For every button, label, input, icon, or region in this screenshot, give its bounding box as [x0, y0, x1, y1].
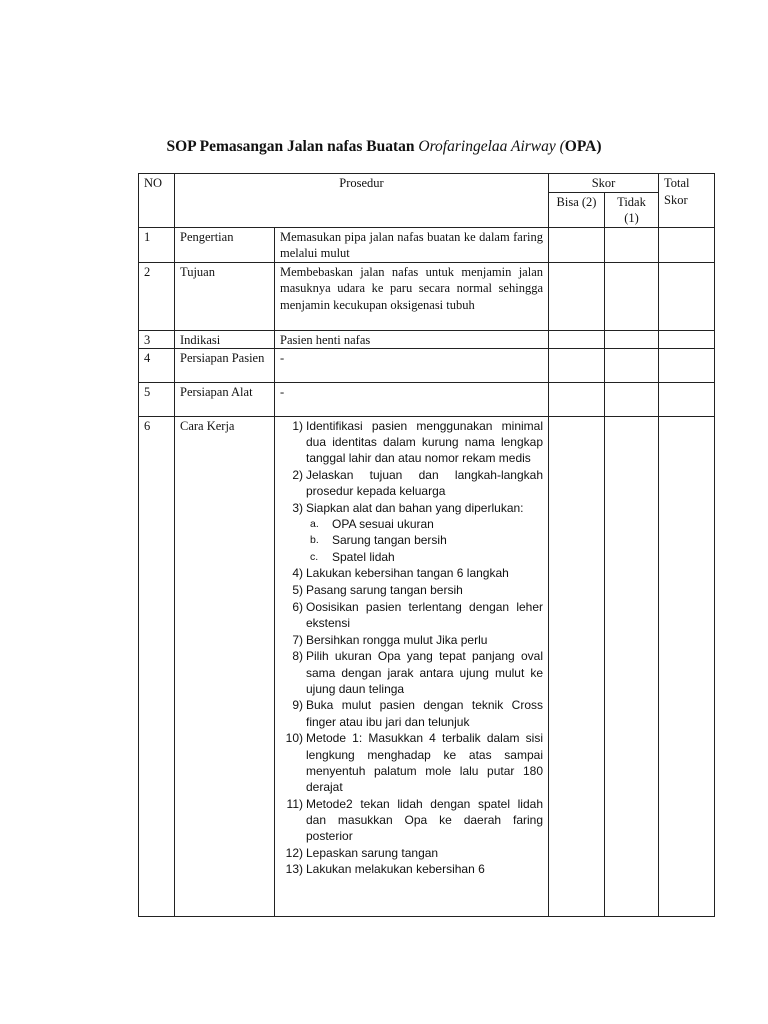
score-tidak-cell[interactable] [605, 330, 659, 349]
sub-text: Spatel lidah [332, 549, 395, 564]
step-number: 12) [285, 845, 303, 860]
step-text: Metode2 tekan lidah dengan spatel lidah dan masukkan Opa ke daerah faring posterior [306, 796, 543, 844]
step-number: 3) [292, 501, 303, 516]
procedure-step [280, 467, 543, 499]
sub-letter: c. [310, 550, 319, 563]
procedure-steps-cell [275, 417, 549, 917]
procedure-step [280, 582, 543, 598]
procedure-steps-list [280, 418, 543, 878]
row-label: Indikasi [175, 330, 275, 349]
score-tidak-cell[interactable] [605, 417, 659, 917]
title-abbrev: OPA) [564, 138, 602, 155]
step-text: Pilih ukuran Opa yang tepat panjang oval sama dengan jarak antara ujung mulut ke ujung daun telinga [306, 649, 543, 696]
step-number: 11) [286, 796, 303, 811]
step-number: 10) [285, 731, 303, 746]
sop-table [138, 173, 715, 917]
procedure-step [280, 599, 543, 631]
step-number: 6) [292, 599, 303, 614]
step-text: Identifikasi pasien menggunakan minimal dua identitas dalam kurung nama lengkap tanggal lahir dan atau nomor rekam medis [306, 419, 543, 466]
row-number: 1 [139, 227, 175, 262]
procedure-step [280, 418, 543, 467]
procedure-step [280, 861, 543, 877]
procedure-step [280, 565, 543, 581]
header-total-skor: Total Skor [659, 174, 715, 228]
step-number: 8) [292, 649, 303, 664]
total-score-cell[interactable] [659, 417, 715, 917]
step-text: Metode 1: Masukkan 4 terbalik dalam sisi lengkung menghadap ke atas sampai menyentuh palatum mole lalu putar 180 derajat [306, 731, 543, 794]
row-label: Persiapan Pasien [175, 349, 275, 383]
header-row [139, 174, 715, 193]
score-bisa-cell[interactable] [549, 383, 605, 417]
table-row [139, 262, 715, 330]
step-text: Lakukan kebersihan tangan 6 langkah [306, 566, 509, 581]
procedure-step [280, 648, 543, 697]
step-text: Bersihkan rongga mulut Jika perlu [306, 632, 488, 647]
step-number: 5) [292, 583, 303, 598]
score-tidak-cell[interactable] [605, 262, 659, 330]
step-number: 7) [292, 632, 303, 647]
row-number: 2 [139, 262, 175, 330]
equipment-item [306, 549, 543, 565]
step-text: Buka mulut pasien dengan teknik Cross finger atau ibu jari dan telunjuk [306, 698, 543, 729]
step-number: 2) [292, 468, 303, 483]
score-bisa-cell[interactable] [549, 330, 605, 349]
row-number: 4 [139, 349, 175, 383]
score-bisa-cell[interactable] [549, 227, 605, 262]
total-score-cell[interactable] [659, 349, 715, 383]
equipment-sublist [306, 516, 543, 565]
total-score-cell[interactable] [659, 330, 715, 349]
row-label: Tujuan [175, 262, 275, 330]
score-tidak-cell[interactable] [605, 227, 659, 262]
equipment-item [306, 532, 543, 548]
row-description: Memasukan pipa jalan nafas buatan ke dalam faring melalui mulut [275, 227, 549, 262]
document-title [0, 138, 768, 156]
sub-text: OPA sesuai ukuran [332, 517, 434, 532]
score-tidak-cell[interactable] [605, 349, 659, 383]
header-tidak: Tidak (1) [605, 192, 659, 227]
step-text: Oosisikan pasien terlentang dengan leher ekstensi [306, 599, 543, 630]
step-number: 4) [292, 566, 303, 581]
step-text: Jelaskan tujuan dan langkah-langkah prosedur kepada keluarga [306, 468, 543, 499]
row-label: Persiapan Alat [175, 383, 275, 417]
sub-letter: a. [310, 518, 319, 531]
procedure-step [280, 697, 543, 729]
score-bisa-cell[interactable] [549, 262, 605, 330]
title-italic-text: Orofaringelaa Airway ( [418, 138, 565, 155]
sub-letter: b. [310, 534, 319, 547]
row-label: Cara Kerja [175, 417, 275, 917]
header-prosedur: Prosedur [175, 174, 549, 228]
total-score-cell[interactable] [659, 227, 715, 262]
table-row [139, 227, 715, 262]
step-number: 1) [292, 419, 303, 433]
score-bisa-cell[interactable] [549, 349, 605, 383]
procedure-step [280, 845, 543, 861]
total-score-cell[interactable] [659, 262, 715, 330]
total-score-cell[interactable] [659, 383, 715, 417]
row-description: Pasien henti nafas [275, 330, 549, 349]
table-row [139, 349, 715, 383]
step-text [306, 500, 543, 565]
row-number: 5 [139, 383, 175, 417]
score-bisa-cell[interactable] [549, 417, 605, 917]
header-no: NO [139, 174, 175, 228]
header-bisa: Bisa (2) [549, 192, 605, 227]
procedure-step [280, 632, 543, 648]
step-text-main: Siapkan alat dan bahan yang diperlukan: [306, 501, 524, 516]
procedure-step [280, 730, 543, 795]
row-label: Pengertian [175, 227, 275, 262]
row-description: - [275, 383, 549, 417]
procedure-step [280, 500, 543, 565]
table-row [139, 330, 715, 349]
sub-text: Sarung tangan bersih [332, 533, 447, 548]
equipment-item [306, 516, 543, 532]
step-number: 9) [292, 698, 303, 713]
row-number: 3 [139, 330, 175, 349]
step-text: Pasang sarung tangan bersih [306, 583, 463, 598]
title-text: SOP Pemasangan Jalan nafas Buatan [166, 138, 419, 155]
step-text: Lepaskan sarung tangan [306, 845, 439, 860]
step-text: Lakukan melakukan kebersihan 6 [306, 862, 485, 877]
score-tidak-cell[interactable] [605, 383, 659, 417]
row-description: - [275, 349, 549, 383]
header-skor: Skor [549, 174, 659, 193]
procedure-step [280, 796, 543, 845]
step-number: 13) [285, 862, 303, 877]
row-number: 6 [139, 417, 175, 917]
row-description: Membebaskan jalan nafas untuk menjamin jalan masuknya udara ke paru secara normal sehingga menjamin kecukupan oksigenasi tubuh [275, 262, 549, 330]
table-row [139, 383, 715, 417]
table-row [139, 417, 715, 917]
